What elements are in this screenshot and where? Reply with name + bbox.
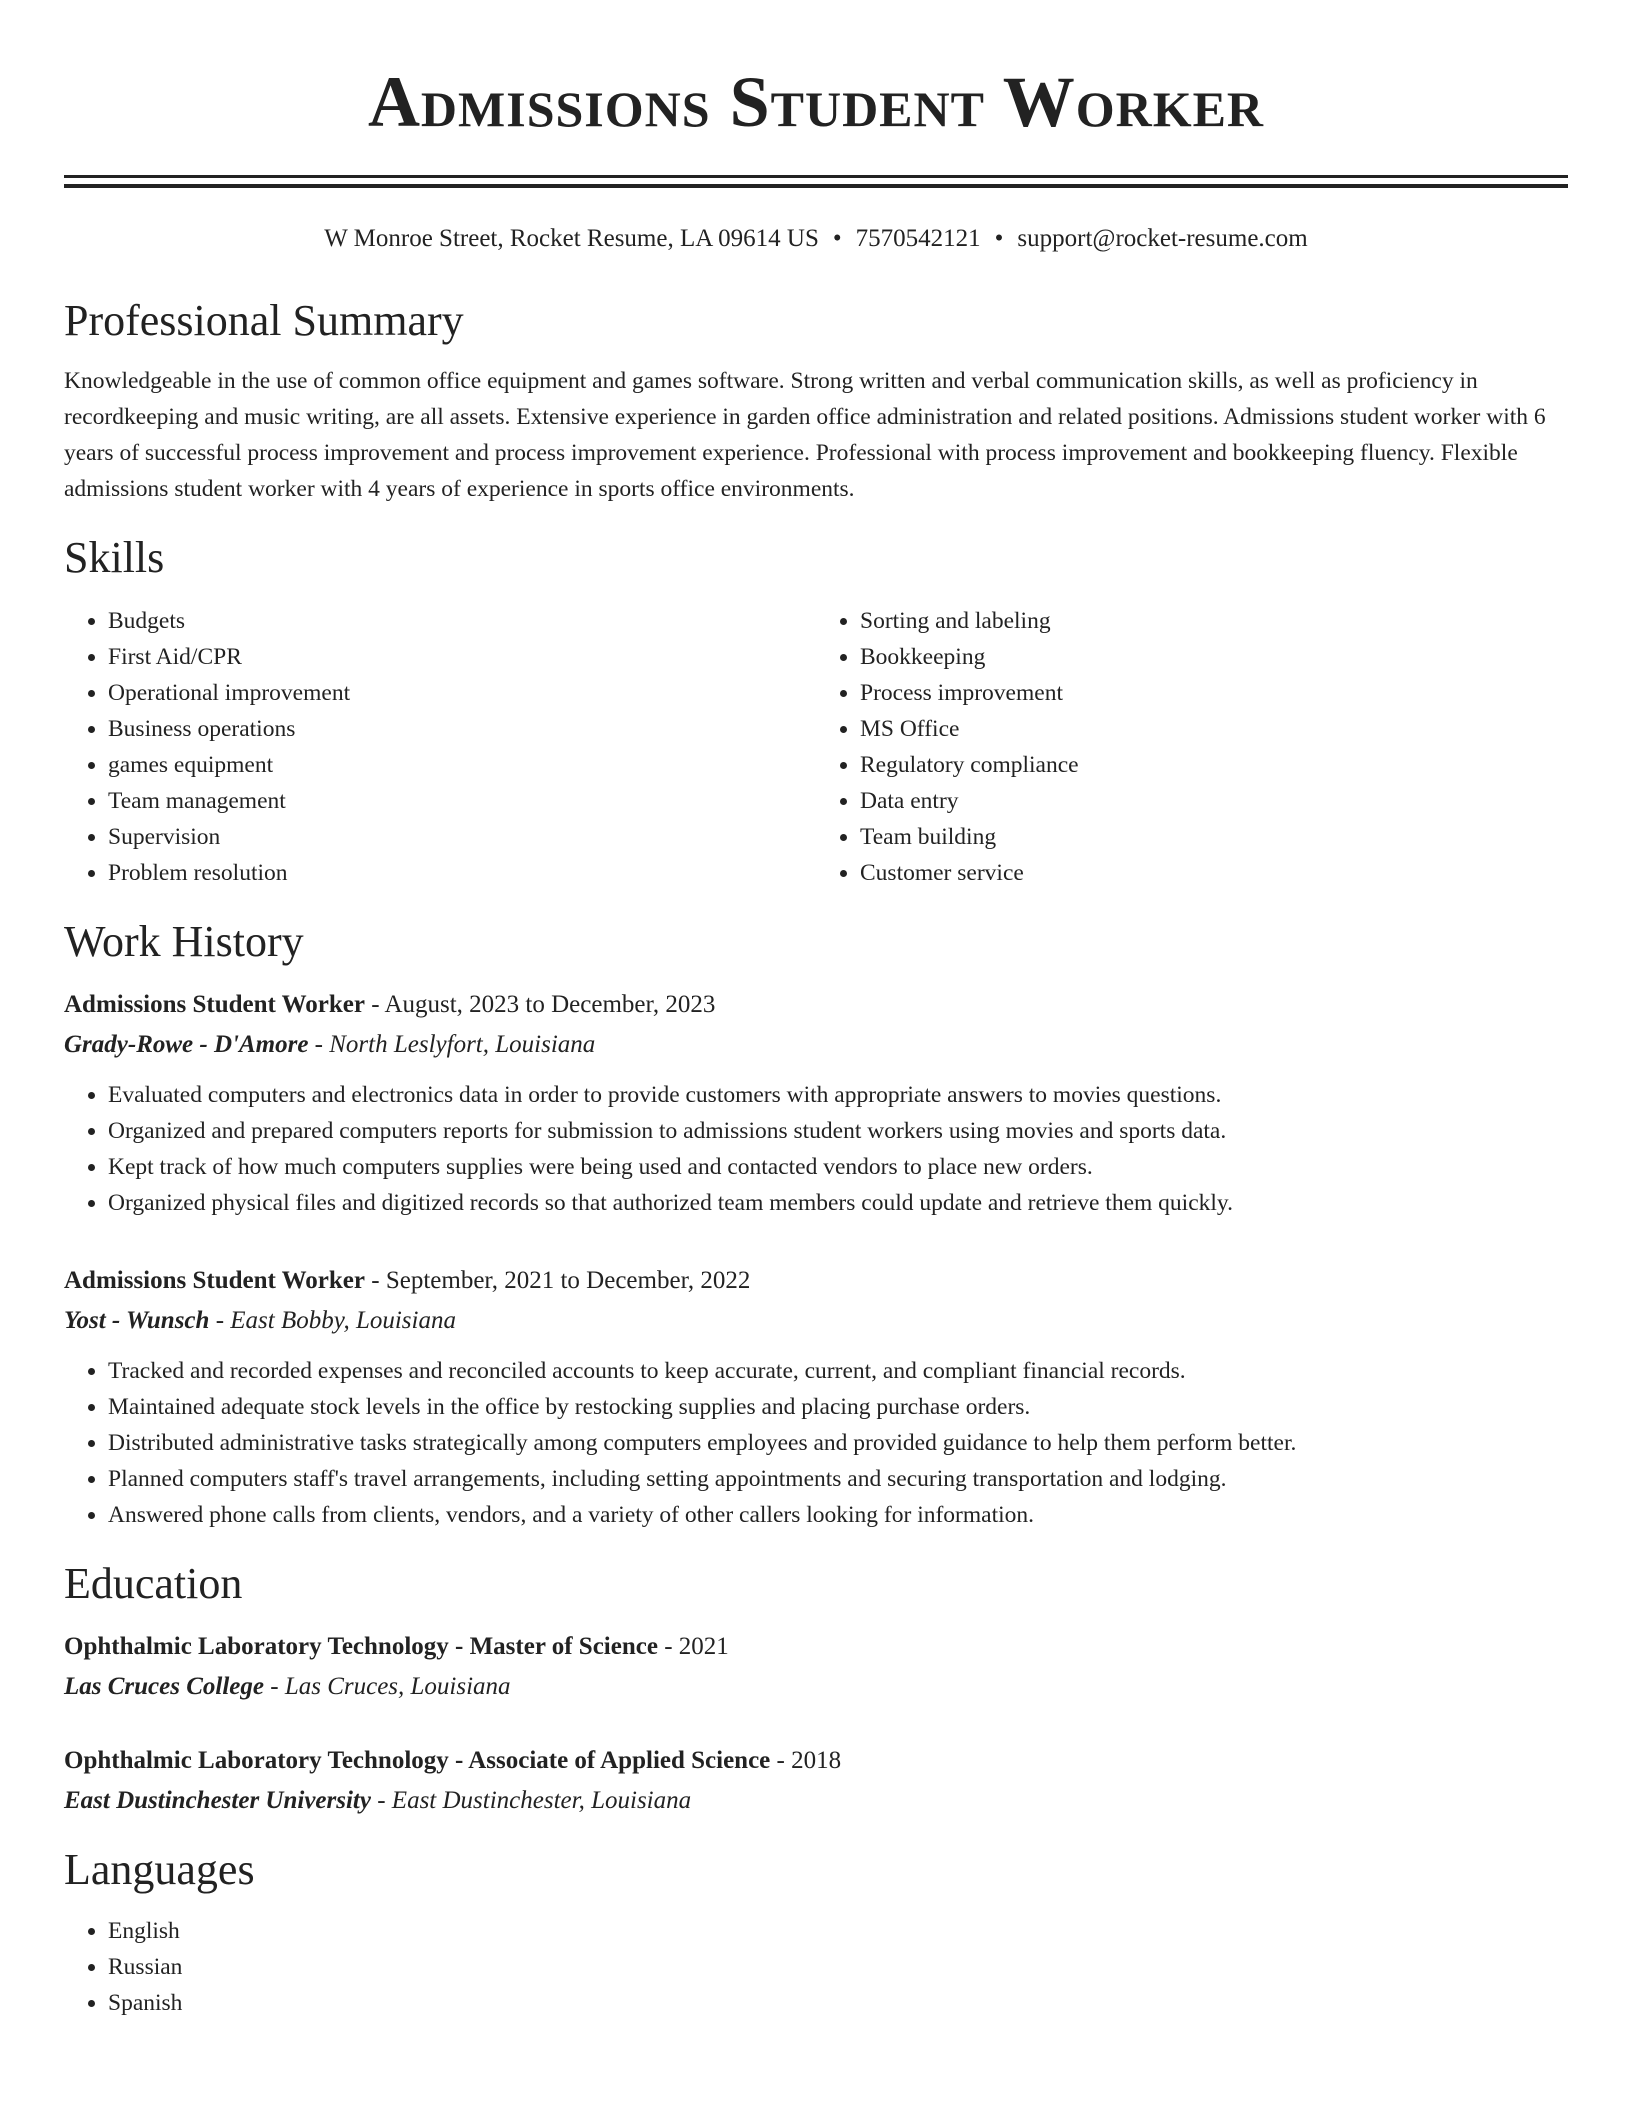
job-duty: • Organized and prepared computers reports for submission to admissions student workers using movies and sports data. [108,1113,1568,1149]
skill-item: • Sorting and labeling [860,603,1568,639]
skills-list-left [64,603,816,891]
header-divider-bottom [64,184,1568,188]
skill-item: • games equipment [108,747,816,783]
skill-item: • Customer service [860,855,1568,891]
skill-item: • Problem resolution [108,855,816,891]
summary-heading: Professional Summary [64,296,464,345]
skill-item: • Bookkeeping [860,639,1568,675]
skill-item: • Regulatory compliance [860,747,1568,783]
job-duty: • Answered phone calls from clients, vendors, and a variety of other callers looking for information. [108,1497,1568,1533]
job-location: - East Bobby, Louisiana [209,1307,456,1334]
education-school-line [64,1783,1568,1819]
education-school-line [64,1669,1568,1705]
education-entry [64,1629,1568,1705]
skill-item: • Business operations [108,711,816,747]
job-title-line [64,1263,1568,1299]
skill-item: • Process improvement [860,675,1568,711]
skill-item: • Supervision [108,819,816,855]
job-dates: - August, 2023 to December, 2023 [365,991,716,1018]
language-item: • Russian [108,1949,1568,1985]
skills-list-right [816,603,1568,891]
education-school: East Dustinchester University [64,1787,371,1814]
language-item: • Spanish [108,1985,1568,2021]
job-company-line [64,1027,1568,1063]
skill-item: • First Aid/CPR [108,639,816,675]
languages-heading: Languages [64,1845,255,1894]
contact-address: W Monroe Street, Rocket Resume, LA 09614 US [324,225,819,252]
job-duty: • Planned computers staff's travel arrangements, including setting appointments and securing transportation and lodging. [108,1461,1568,1497]
job-company-line [64,1303,1568,1339]
contact-separator: • [832,225,842,252]
education-heading: Education [64,1559,243,1608]
work-history-heading: Work History [64,917,304,966]
skill-item: • Data entry [860,783,1568,819]
skills-heading: Skills [64,533,165,582]
skill-item: • Budgets [108,603,816,639]
skill-item: • Team management [108,783,816,819]
candidate-name: Admissions Student Worker [367,62,1265,142]
job-duty: • Distributed administrative tasks strategically among computers employees and provided guidance to help them perform better. [108,1425,1568,1461]
education-degree-line [64,1743,1568,1779]
job-duty: • Evaluated computers and electronics data in order to provide customers with appropriate answers to movies questions. [108,1077,1568,1113]
job-duty: • Maintained adequate stock levels in the office by restocking supplies and placing purchase orders. [108,1389,1568,1425]
skill-item: • Team building [860,819,1568,855]
job-duty: • Tracked and recorded expenses and reconciled accounts to keep accurate, current, and compliant financial records. [108,1353,1568,1389]
skill-item: • MS Office [860,711,1568,747]
education-degree-line [64,1629,1568,1665]
education-school: Las Cruces College [64,1673,264,1700]
header-divider-top [64,175,1568,178]
summary-text: Knowledgeable in the use of common office equipment and games software. Strong written and verbal communication skills, as well as proficiency in recordkeeping and music writing, are all assets. Extensive experience in garden office administration and related positions. Admissions student worker with 6 years of successful process improvement and process improvement experience. Professional with process improvement and bookkeeping fluency. Flexible admissions student worker with 4 years of experience in sports office environments. [64,368,1546,502]
job-duties [64,1077,1568,1221]
contact-line [64,224,1568,254]
job-duties [64,1353,1568,1533]
job-title: Admissions Student Worker [64,991,365,1018]
job-company: Grady-Rowe - D'Amore [64,1031,309,1058]
education-degree: Ophthalmic Laboratory Technology - Associate of Applied Science [64,1747,771,1774]
job-dates: - September, 2021 to December, 2022 [365,1267,751,1294]
skills-columns [64,603,1568,891]
job-entry [64,987,1568,1221]
languages-list [64,1913,1568,2021]
education-year: - 2021 [657,1633,729,1660]
education-degree: Ophthalmic Laboratory Technology - Master of Science [64,1633,658,1660]
contact-separator: • [994,225,1004,252]
skill-item: • Operational improvement [108,675,816,711]
job-location: - North Leslyfort, Louisiana [308,1031,596,1058]
job-duty: • Kept track of how much computers supplies were being used and contacted vendors to place new orders. [108,1149,1568,1185]
job-entry [64,1263,1568,1533]
job-title: Admissions Student Worker [64,1267,365,1294]
contact-email: support@rocket-resume.com [1017,225,1308,252]
job-company: Yost - Wunsch [64,1307,210,1334]
education-location: - Las Cruces, Louisiana [264,1673,511,1700]
education-location: - East Dustinchester, Louisiana [370,1787,692,1814]
job-duty: • Organized physical files and digitized records so that authorized team members could update and retrieve them quickly. [108,1185,1568,1221]
job-title-line [64,987,1568,1023]
education-year: - 2018 [770,1747,842,1774]
language-item: • English [108,1913,1568,1949]
education-entry [64,1743,1568,1819]
contact-phone: 7570542121 [855,225,981,252]
